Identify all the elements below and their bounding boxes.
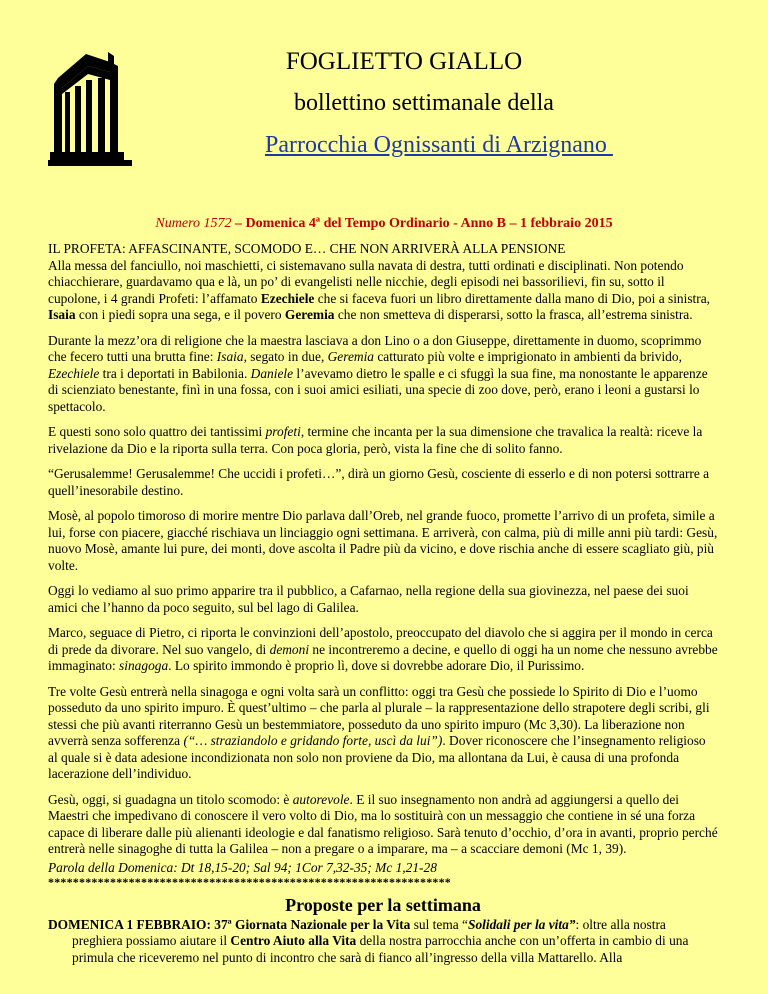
bulletin-title: FOGLIETTO GIALLO [285,48,523,75]
article-paragraph: Alla messa del fanciullo, noi maschietti, ci sistemavano sulla navata di destra, tutti ordinati e disciplinati. Non potendo chiacchierare, guardavamo qua e là, un po’ di evangelisti nelle nicchie, degli episodi nei bassorilievi, fin su, sotto il cupolone, i 4 grandi Profeti: l’affamato Ezechiele che si faceva fuori un libro direttamente dalla mano di Dio, poi a sinistra, Isaia con i piedi sopra una sega, e il povero Geremia che non smetteva di disperarsi, sotto la frasca, all’estrema sinistra. [48,257,711,322]
article-paragraph: E questi sono solo quattro dei tantissimi profeti, termine che incanta per la sua dimensione che travalica la realtà: riceve la rivelazione da Dio e la riporta sulla terra. Con poca gloria, però, vista la fine che di solito fanno. [48,424,703,456]
article-paragraph: Gesù, oggi, si guadagna un titolo scomodo: è autorevole. E il suo insegnamento non andrà ad aggiungersi a quello dei Maestri che impedivano di conoscere il vero volto di Dio, ma lo sostituirà con un messaggio che contiene in sé una forza capace di liberare dalle più alienanti ideologie e dal fanatismo religioso. Sarà tenuto d’occhio, d’ora in avanti, proprio perché entrerà nelle sinagoghe di tutta la Galilea – non a pregare o a imparare, ma – a scacciare demoni (Mc 1, 39). [48,791,718,856]
issue-number: Numero 1572 [155,216,232,231]
issue-details: – Domenica 4ª del Tempo Ordinario - Anno B – 1 febbraio 2015 [231,216,613,231]
parish-link[interactable]: Parrocchia Ognissanti di Arzignano [265,132,613,158]
proposals-title: Proposte per la settimana [285,895,481,915]
separator: ***************************************************************** [48,876,451,888]
sunday-readings: Parola della Domenica: Dt 18,15-20; Sal 94; 1Cor 7,32-35; Mc 1,21-28 [48,859,437,875]
article-paragraph: Marco, seguace di Pietro, ci riporta le convinzioni dell’apostolo, preoccupato del diavolo che si aggira per il mondo in cerca di prede da divorare. Nel suo vangelo, di demoni ne incontreremo a decine, e quello di oggi ha un nome che nessuno avrebbe immaginato: sinagoga. Lo spirito immondo è proprio lì, dove si dovrebbe adorare Dio, il Purissimo. [48,625,718,673]
article-heading: IL PROFETA: AFFASCINANTE, SCOMODO E… CHE NON ARRIVERÀ ALLA PENSIONE [48,241,566,256]
issue-line [0,216,768,232]
main-content [48,241,718,975]
proposal-item: DOMENICA 1 FEBBRAIO: 37ª Giornata Nazionale per la Vita sul tema “Solidali per la vita”: oltre alla nostra preghiera possiamo aiutare il Centro Aiuto alla Vita della nostra parrocchia anche con un’offerta in cambio di una primula che riceveremo nel punto di incontro che sarà di fianco all’ingresso della villa Mattarello. Alla [48,916,689,965]
article-paragraph: Durante la mezz’ora di religione che la maestra lasciava a don Lino o a don Giuseppe, direttamente in duomo, scoprimmo che fecero tutti una brutta fine: Isaia, segato in due, Geremia catturato più volte e imprigionato in ambienti da brivido, Ezechiele tra i deportati in Babilonia. Daniele l’avevamo dietro le spalle e ci sfuggì la sua fine, ma nonostante le apparenze di scienziato benestante, finì in una fossa, con i suoi amici esiliati, una specie di zoo dove, però, erano i leoni a gustarsi lo spettacolo. [48,332,708,414]
bulletin-subtitle: bollettino settimanale della [294,90,554,116]
article-paragraph: Oggi lo vediamo al suo primo apparire tra il pubblico, a Cafarnao, nella regione della sua giovinezza, nel paese dei suoi amici che l’hanno da poco seguito, sul bel lago di Galilea. [48,583,689,615]
article-paragraph: Tre volte Gesù entrerà nella sinagoga e ogni volta sarà un conflitto: oggi tra Gesù che possiede lo Spirito di Dio e l’uomo posseduto da uno spirito impuro. È quest’ultimo – che parla al plurale – la rappresentazione dello strapotere degli scribi, gli stessi che più avanti riterranno Gesù un bestemmiatore, posseduto da uno spirito impuro (Mc 3,30). La liberazione non avverrà senza sofferenza (“… straziandolo e gridando forte, uscì da lui”). Dover riconoscere che l’insegnamento religioso al quale si è data adesione incondizionata non solo non proviene da Dio, ma allontana da Lui, è causa di una profonda lacerazione dell’individuo. [48,683,710,781]
article-paragraph: Mosè, al popolo timoroso di morire mentre Dio parlava dall’Oreb, nel grande fuoco, promette l’arrivo di un profeta, simile a lui, forse con piacere, giacché rischiava un linciaggio ogni settimana. E arriverà, con calma, più di mille anni più tardi: Gesù, nuovo Mosè, amante lui pure, dei monti, dove ascolta il Padre più da vicino, e dove rischia anche di essere scagliato giù, più volte. [48,508,718,573]
article-paragraph: “Gerusalemme! Gerusalemme! Che uccidi i profeti…”, dirà un giorno Gesù, cosciente di esserlo e di non potersi sottrarre a quell’inesorabile destino. [48,466,710,498]
